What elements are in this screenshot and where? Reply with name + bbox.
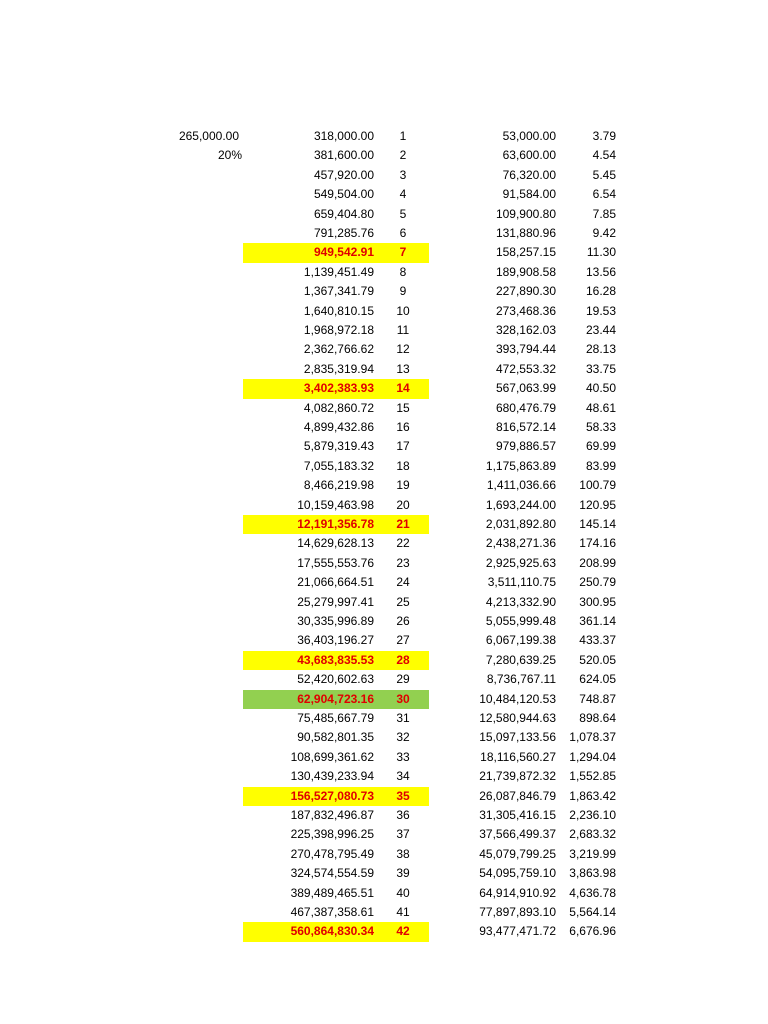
total-cell[interactable]: 1,139,451.49 bbox=[303, 264, 374, 279]
gain-cell[interactable]: 328,162.03 bbox=[495, 323, 556, 337]
total-cell[interactable]: 187,832,496.87 bbox=[290, 808, 374, 822]
total-cell[interactable]: 1,968,972.18 bbox=[303, 323, 374, 337]
period-cell[interactable]: 37 bbox=[396, 827, 410, 842]
total-cell[interactable]: 381,600.00 bbox=[313, 148, 374, 163]
gain-cell[interactable]: 7,280,639.25 bbox=[485, 652, 556, 667]
gain-cell[interactable]: 567,063.99 bbox=[495, 381, 556, 396]
table-row bbox=[0, 399, 768, 418]
period-cell[interactable]: 6 bbox=[399, 226, 407, 240]
ratio-cell[interactable]: 9.42 bbox=[592, 226, 616, 240]
gain-cell[interactable]: 8,736,767.11 bbox=[486, 672, 556, 687]
period-cell[interactable]: 32 bbox=[396, 730, 410, 745]
gain-cell[interactable]: 76,320.00 bbox=[502, 167, 556, 182]
gain-cell[interactable]: 2,031,892.80 bbox=[485, 517, 556, 531]
period-cell[interactable]: 9 bbox=[399, 284, 407, 299]
gain-cell[interactable]: 64,914,910.92 bbox=[479, 885, 556, 900]
period-cell[interactable]: 3 bbox=[399, 167, 407, 182]
gain-cell[interactable]: 21,739,872.32 bbox=[479, 769, 556, 784]
total-cell[interactable]: 4,082,860.72 bbox=[303, 400, 374, 415]
ratio-cell[interactable]: 4.54 bbox=[592, 148, 616, 163]
period-cell[interactable]: 39 bbox=[396, 866, 410, 881]
ratio-cell[interactable]: 3.79 bbox=[592, 129, 616, 143]
ratio-cell[interactable]: 1,294.04 bbox=[569, 749, 616, 764]
period-cell[interactable]: 8 bbox=[399, 264, 407, 279]
gain-cell[interactable]: 15,097,133.56 bbox=[479, 730, 556, 745]
gain-cell[interactable]: 2,438,271.36 bbox=[485, 536, 556, 551]
ratio-cell[interactable]: 250.79 bbox=[579, 575, 616, 590]
table-row bbox=[0, 321, 768, 340]
ratio-cell[interactable]: 100.79 bbox=[579, 478, 616, 493]
table-row bbox=[0, 864, 768, 883]
total-cell[interactable]: 659,404.80 bbox=[313, 206, 374, 221]
ratio-cell[interactable]: 48.61 bbox=[585, 400, 616, 415]
table-row bbox=[0, 593, 768, 612]
ratio-cell[interactable]: 1,078.37 bbox=[569, 730, 616, 745]
gain-cell[interactable]: 472,553.32 bbox=[495, 361, 556, 376]
gain-cell[interactable]: 77,897,893.10 bbox=[479, 905, 556, 919]
total-cell[interactable]: 17,555,553.76 bbox=[297, 555, 374, 570]
gain-cell[interactable]: 680,476.79 bbox=[495, 400, 556, 415]
gain-cell[interactable]: 18,116,560.27 bbox=[480, 749, 556, 764]
period-cell[interactable]: 35 bbox=[396, 788, 410, 803]
gain-cell[interactable]: 4,213,332.90 bbox=[485, 594, 556, 609]
ratio-cell[interactable]: 16.28 bbox=[585, 284, 616, 299]
ratio-cell[interactable]: 28.13 bbox=[585, 342, 616, 357]
table-row bbox=[0, 205, 768, 224]
period-cell[interactable]: 5 bbox=[399, 206, 407, 221]
total-cell[interactable]: 25,279,997.41 bbox=[297, 594, 374, 609]
gain-cell[interactable]: 273,468.36 bbox=[495, 303, 556, 318]
principal-cell[interactable]: 265,000.00 bbox=[178, 129, 239, 143]
gain-cell[interactable]: 45,079,799.25 bbox=[479, 846, 556, 861]
total-cell[interactable]: 36,403,196.27 bbox=[297, 633, 374, 648]
total-cell[interactable]: 14,629,628.13 bbox=[297, 536, 374, 551]
period-cell[interactable]: 40 bbox=[396, 885, 410, 900]
ratio-cell[interactable]: 145.14 bbox=[579, 517, 616, 531]
total-cell[interactable]: 7,055,183.32 bbox=[303, 458, 374, 473]
gain-cell[interactable]: 12,580,944.63 bbox=[479, 711, 556, 725]
ratio-cell[interactable]: 208.99 bbox=[579, 555, 616, 570]
table-row bbox=[0, 709, 768, 728]
period-cell[interactable]: 20 bbox=[396, 497, 410, 512]
table-row bbox=[0, 340, 768, 359]
total-cell[interactable]: 270,478,795.49 bbox=[290, 846, 374, 861]
period-cell[interactable]: 1 bbox=[399, 129, 407, 143]
ratio-cell[interactable]: 1,552.85 bbox=[569, 769, 616, 784]
gain-cell[interactable]: 109,900.80 bbox=[495, 206, 556, 221]
gain-cell[interactable]: 3,511,110.75 bbox=[487, 575, 556, 590]
period-cell[interactable]: 29 bbox=[396, 672, 410, 687]
gain-cell[interactable]: 1,175,863.89 bbox=[485, 458, 556, 473]
ratio-cell[interactable]: 624.05 bbox=[579, 672, 616, 687]
table-row bbox=[0, 534, 768, 553]
ratio-cell[interactable]: 33.75 bbox=[585, 361, 616, 376]
total-cell[interactable]: 8,466,219.98 bbox=[303, 478, 374, 493]
period-cell[interactable]: 4 bbox=[399, 187, 407, 202]
table-row bbox=[0, 166, 768, 185]
gain-cell[interactable]: 6,067,199.38 bbox=[485, 633, 556, 648]
gain-cell[interactable]: 93,477,471.72 bbox=[479, 924, 556, 939]
period-cell[interactable]: 21 bbox=[396, 517, 410, 531]
table-row bbox=[0, 631, 768, 650]
table-row bbox=[0, 767, 768, 786]
period-cell[interactable]: 41 bbox=[396, 905, 410, 919]
total-cell[interactable]: 21,066,664.51 bbox=[297, 575, 374, 590]
total-cell[interactable]: 467,387,358.61 bbox=[290, 905, 374, 919]
ratio-cell[interactable]: 40.50 bbox=[585, 381, 616, 396]
period-cell[interactable]: 19 bbox=[396, 478, 410, 493]
gain-cell[interactable]: 816,572.14 bbox=[495, 420, 556, 434]
ratio-cell[interactable]: 3,863.98 bbox=[569, 866, 616, 881]
ratio-cell[interactable]: 5.45 bbox=[592, 167, 616, 182]
total-cell[interactable]: 949,542.91 bbox=[313, 245, 374, 260]
total-cell[interactable]: 3,402,383.93 bbox=[303, 381, 374, 396]
gain-cell[interactable]: 5,055,999.48 bbox=[485, 614, 556, 628]
table-row bbox=[0, 360, 768, 379]
period-cell[interactable]: 15 bbox=[396, 400, 410, 415]
total-cell[interactable]: 108,699,361.62 bbox=[290, 749, 374, 764]
ratio-cell[interactable]: 6,676.96 bbox=[569, 924, 616, 939]
ratio-cell[interactable]: 7.85 bbox=[592, 206, 616, 221]
total-cell[interactable]: 90,582,801.35 bbox=[297, 730, 374, 745]
table-row bbox=[0, 554, 768, 573]
table-row bbox=[0, 748, 768, 767]
period-cell[interactable]: 38 bbox=[396, 846, 410, 861]
ratio-cell[interactable]: 748.87 bbox=[579, 691, 616, 706]
table-row bbox=[0, 127, 768, 146]
total-cell[interactable]: 1,640,810.15 bbox=[303, 303, 374, 318]
table-row bbox=[0, 224, 768, 243]
ratio-cell[interactable]: 11.30 bbox=[586, 245, 616, 260]
period-cell[interactable]: 34 bbox=[396, 769, 410, 784]
gain-cell[interactable]: 53,000.00 bbox=[502, 129, 556, 143]
rate-cell[interactable]: 20% bbox=[217, 148, 242, 163]
table-row bbox=[0, 515, 768, 534]
total-cell[interactable]: 318,000.00 bbox=[313, 129, 374, 143]
total-cell[interactable]: 560,864,830.34 bbox=[290, 924, 374, 939]
ratio-cell[interactable]: 3,219.99 bbox=[569, 846, 616, 861]
ratio-cell[interactable]: 174.16 bbox=[579, 536, 616, 551]
total-cell[interactable]: 225,398,996.25 bbox=[290, 827, 374, 842]
ratio-cell[interactable]: 4,636.78 bbox=[569, 885, 616, 900]
total-cell[interactable]: 130,439,233.94 bbox=[290, 769, 374, 784]
period-cell[interactable]: 7 bbox=[399, 245, 407, 260]
total-cell[interactable]: 549,504.00 bbox=[313, 187, 374, 202]
period-cell[interactable]: 11 bbox=[396, 323, 410, 337]
total-cell[interactable]: 62,904,723.16 bbox=[297, 691, 374, 706]
table-row bbox=[0, 418, 768, 437]
ratio-cell[interactable]: 120.95 bbox=[579, 497, 616, 512]
gain-cell[interactable]: 131,880.96 bbox=[495, 226, 556, 240]
ratio-cell[interactable]: 58.33 bbox=[585, 420, 616, 434]
period-cell[interactable]: 30 bbox=[396, 691, 410, 706]
period-cell[interactable]: 16 bbox=[396, 420, 410, 434]
gain-cell[interactable]: 979,886.57 bbox=[495, 439, 556, 454]
table-row bbox=[0, 263, 768, 282]
total-cell[interactable]: 2,362,766.62 bbox=[303, 342, 374, 357]
table-row bbox=[0, 884, 768, 903]
table-row bbox=[0, 651, 768, 670]
gain-cell[interactable]: 26,087,846.79 bbox=[479, 788, 556, 803]
gain-cell[interactable]: 189,908.58 bbox=[495, 264, 556, 279]
table-row bbox=[0, 690, 768, 709]
period-cell[interactable]: 26 bbox=[396, 614, 410, 628]
gain-cell[interactable]: 54,095,759.10 bbox=[479, 866, 556, 881]
total-cell[interactable]: 2,835,319.94 bbox=[303, 361, 374, 376]
total-cell[interactable]: 75,485,667.79 bbox=[297, 711, 374, 725]
period-cell[interactable]: 17 bbox=[396, 439, 410, 454]
period-cell[interactable]: 10 bbox=[396, 303, 410, 318]
ratio-cell[interactable]: 5,564.14 bbox=[569, 905, 616, 919]
total-cell[interactable]: 324,574,554.59 bbox=[290, 866, 374, 881]
table-row bbox=[0, 903, 768, 922]
table-row bbox=[0, 825, 768, 844]
period-cell[interactable]: 22 bbox=[396, 536, 410, 551]
gain-cell[interactable]: 2,925,925.63 bbox=[485, 555, 556, 570]
table-row bbox=[0, 845, 768, 864]
period-cell[interactable]: 24 bbox=[396, 575, 410, 590]
table-row bbox=[0, 728, 768, 747]
table-row bbox=[0, 806, 768, 825]
table-row bbox=[0, 496, 768, 515]
ratio-cell[interactable]: 2,683.32 bbox=[569, 827, 616, 842]
total-cell[interactable]: 12,191,356.78 bbox=[297, 517, 374, 531]
total-cell[interactable]: 52,420,602.63 bbox=[297, 672, 374, 687]
gain-cell[interactable]: 31,305,416.15 bbox=[479, 808, 556, 822]
gain-cell[interactable]: 1,693,244.00 bbox=[485, 497, 556, 512]
table-row bbox=[0, 457, 768, 476]
total-cell[interactable]: 457,920.00 bbox=[313, 167, 374, 182]
total-cell[interactable]: 1,367,341.79 bbox=[303, 284, 374, 299]
period-cell[interactable]: 14 bbox=[396, 381, 410, 396]
total-cell[interactable]: 156,527,080.73 bbox=[290, 788, 374, 803]
table-row bbox=[0, 476, 768, 495]
gain-cell[interactable]: 158,257.15 bbox=[495, 245, 556, 260]
period-cell[interactable]: 23 bbox=[396, 555, 410, 570]
gain-cell[interactable]: 37,566,499.37 bbox=[479, 827, 556, 842]
ratio-cell[interactable]: 361.14 bbox=[579, 614, 616, 628]
table-row bbox=[0, 787, 768, 806]
table-row bbox=[0, 185, 768, 204]
period-cell[interactable]: 33 bbox=[396, 749, 410, 764]
table-row bbox=[0, 922, 768, 941]
ratio-cell[interactable]: 19.53 bbox=[585, 303, 616, 318]
period-cell[interactable]: 28 bbox=[396, 652, 410, 667]
ratio-cell[interactable]: 83.99 bbox=[585, 458, 616, 473]
total-cell[interactable]: 4,899,432.86 bbox=[303, 420, 374, 434]
period-cell[interactable]: 27 bbox=[396, 633, 410, 648]
ratio-cell[interactable]: 6.54 bbox=[592, 187, 616, 202]
table-row bbox=[0, 379, 768, 398]
ratio-cell[interactable]: 520.05 bbox=[579, 652, 616, 667]
ratio-cell[interactable]: 1,863.42 bbox=[569, 788, 616, 803]
ratio-cell[interactable]: 2,236.10 bbox=[569, 808, 616, 822]
table-row bbox=[0, 573, 768, 592]
total-cell[interactable]: 5,879,319.43 bbox=[303, 439, 374, 454]
gain-cell[interactable]: 1,411,036.66 bbox=[486, 478, 556, 493]
total-cell[interactable]: 389,489,465.51 bbox=[290, 885, 374, 900]
ratio-cell[interactable]: 898.64 bbox=[579, 711, 616, 725]
ratio-cell[interactable]: 433.37 bbox=[579, 633, 616, 648]
period-cell[interactable]: 13 bbox=[396, 361, 410, 376]
period-cell[interactable]: 18 bbox=[396, 458, 410, 473]
table-row bbox=[0, 437, 768, 456]
table-row bbox=[0, 302, 768, 321]
period-cell[interactable]: 36 bbox=[396, 808, 410, 822]
period-cell[interactable]: 2 bbox=[399, 148, 407, 163]
table-row bbox=[0, 146, 768, 165]
total-cell[interactable]: 10,159,463.98 bbox=[297, 497, 374, 512]
period-cell[interactable]: 42 bbox=[396, 924, 410, 939]
gain-cell[interactable]: 10,484,120.53 bbox=[479, 691, 556, 706]
table-row bbox=[0, 670, 768, 689]
ratio-cell[interactable]: 23.44 bbox=[585, 323, 616, 337]
table-row bbox=[0, 243, 768, 262]
total-cell[interactable]: 30,335,996.89 bbox=[297, 614, 374, 628]
total-cell[interactable]: 43,683,835.53 bbox=[297, 652, 374, 667]
period-cell[interactable]: 25 bbox=[396, 594, 410, 609]
period-cell[interactable]: 12 bbox=[396, 342, 410, 357]
ratio-cell[interactable]: 69.99 bbox=[585, 439, 616, 454]
table-row bbox=[0, 612, 768, 631]
gain-cell[interactable]: 393,794.44 bbox=[495, 342, 556, 357]
gain-cell[interactable]: 63,600.00 bbox=[502, 148, 556, 163]
gain-cell[interactable]: 227,890.30 bbox=[495, 284, 556, 299]
ratio-cell[interactable]: 300.95 bbox=[579, 594, 616, 609]
gain-cell[interactable]: 91,584.00 bbox=[502, 187, 556, 202]
ratio-cell[interactable]: 13.56 bbox=[585, 264, 616, 279]
period-cell[interactable]: 31 bbox=[396, 711, 410, 725]
table-row bbox=[0, 282, 768, 301]
total-cell[interactable]: 791,285.76 bbox=[313, 226, 374, 240]
